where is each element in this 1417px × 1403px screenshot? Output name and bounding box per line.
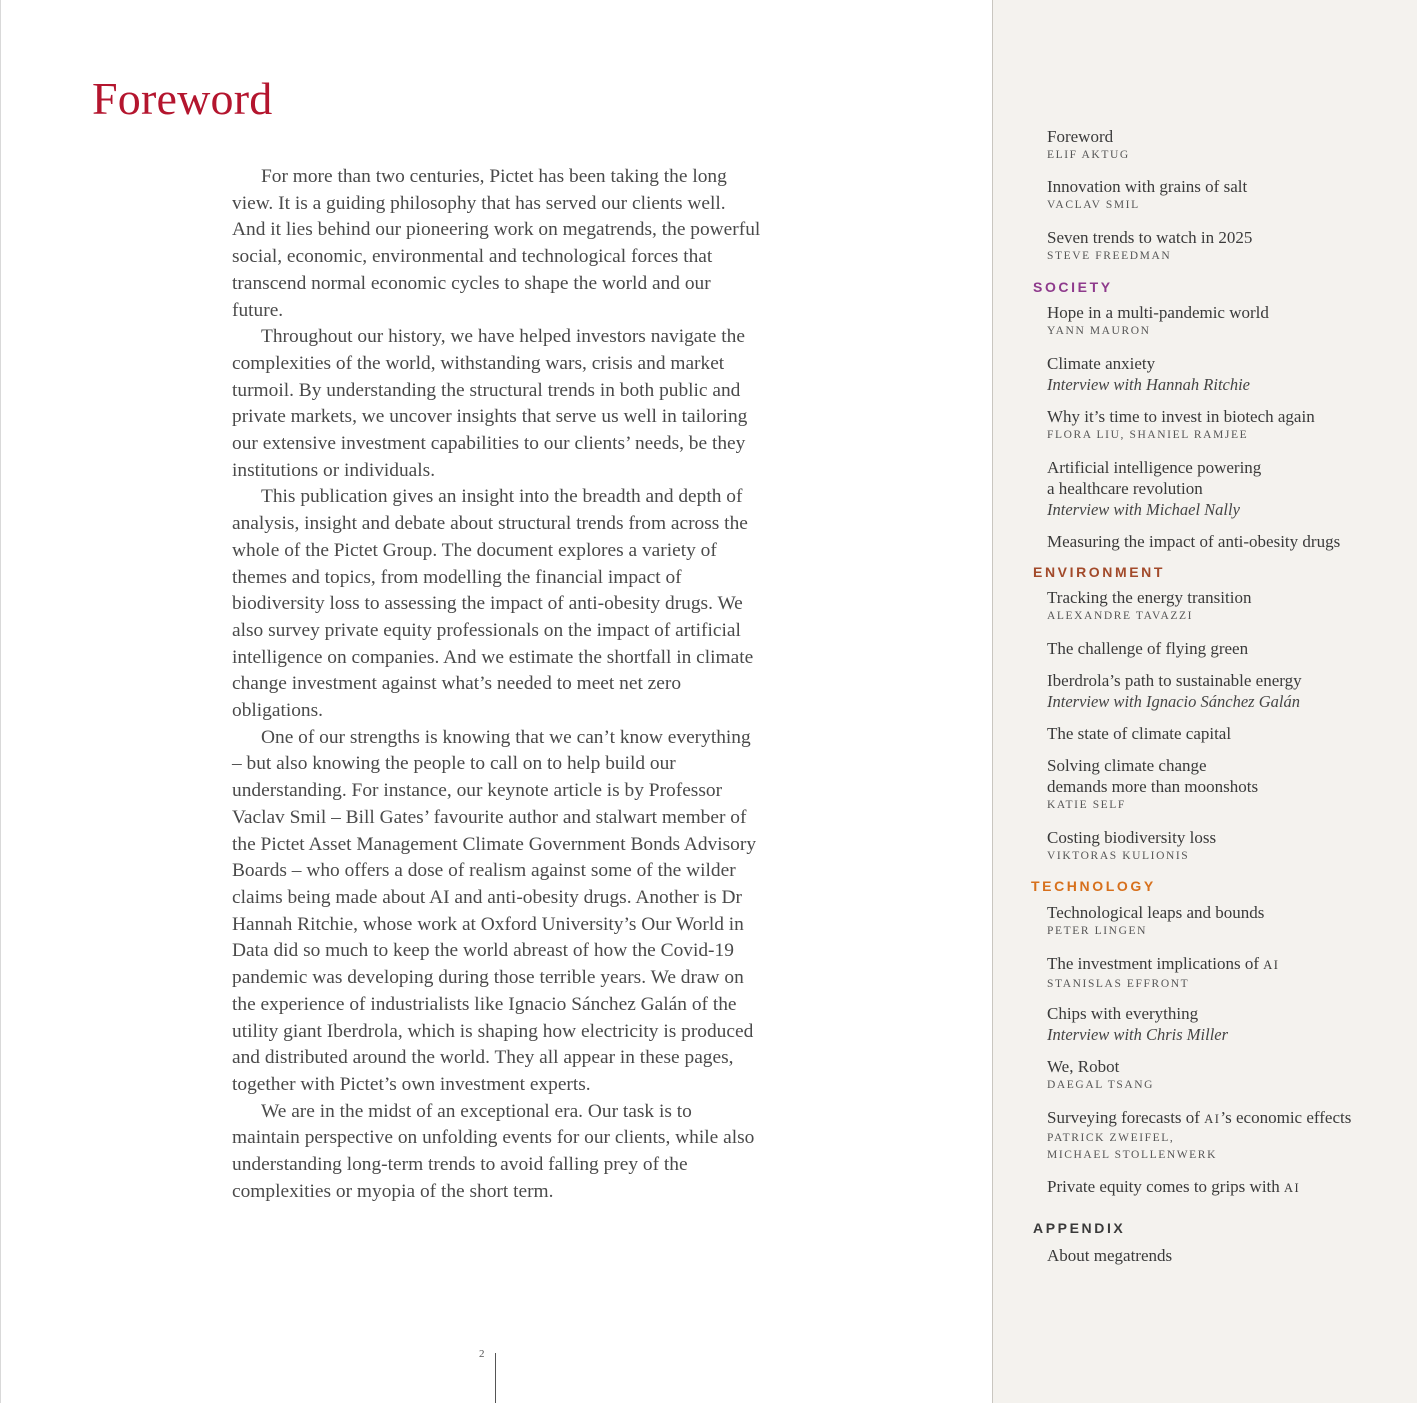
page-edge-rule: [0, 0, 1, 1403]
toc-item-ai-healthcare[interactable]: Artificial intelligence powering a healthcare revolution Interview with Michael Nally: [1047, 458, 1262, 519]
toc-item-climate-anxiety[interactable]: Climate anxiety Interview with Hannah Ritchie: [1047, 354, 1251, 394]
toc-item-seven-trends[interactable]: Seven trends to watch in 2025 STEVE FREEDMAN: [1047, 228, 1253, 262]
foreword-body: [232, 164, 762, 1205]
table-of-contents: [992, 0, 1417, 1403]
toc-item-about-megatrends[interactable]: About megatrends: [1047, 1246, 1173, 1265]
toc-item-climate-capital[interactable]: The state of climate capital: [1047, 724, 1232, 743]
toc-item-biodiversity[interactable]: Costing biodiversity loss VIKTORAS KULIONIS: [1047, 828, 1217, 862]
section-heading-society: SOCIETY: [1033, 279, 1113, 295]
page-title: Foreword: [92, 73, 273, 124]
toc-item-private-equity[interactable]: Private equity comes to grips with AI: [1047, 1177, 1301, 1196]
paragraph: For more than two centuries, Pictet has been taking the long view. It is a guiding philosophy that has served our clients well. And it lies behind our pioneering work on megatrends, the powerful social, economic, environmental and technological forces that transcend normal economic cycles to shape the world and our future.: [232, 166, 761, 321]
toc-item-anti-obesity[interactable]: Measuring the impact of anti-obesity drugs: [1047, 532, 1341, 551]
toc-item-energy-transition[interactable]: Tracking the energy transition ALEXANDRE TAVAZZI: [1047, 588, 1252, 622]
toc-item-chips[interactable]: Chips with everything Interview with Chris Miller: [1047, 1004, 1229, 1044]
section-heading-appendix: APPENDIX: [1033, 1220, 1126, 1236]
paragraph: One of our strengths is knowing that we can’t know everything – but also knowing the people to call on to help build our understanding. For instance, our keynote article is by Professor Vaclav Smil – Bill Gates’ favourite author and stalwart member of the Pictet Asset Management Climate Government Bonds Advisory Boards – who offers a dose of realism against some of the wilder claims being made about AI and anti-obesity drugs. Another is Dr Hannah Ritchie, whose work at Oxford University’s Our World in Data did so much to keep the world abreast of how the Covid-19 pandemic was developing during those terrible years. We draw on the experience of industrialists like Ignacio Sánchez Galán of the utility giant Iberdrola, which is shaping how electricity is produced and distributed around the world. They all appear in these pages, together with Pictet’s own investment experts.: [232, 726, 757, 1095]
page-number-rule: [495, 1353, 496, 1403]
toc-item-tech-leaps[interactable]: Technological leaps and bounds PETER LINGEN: [1047, 903, 1265, 937]
paragraph: Throughout our history, we have helped investors navigate the complexities of the world, withstanding wars, crisis and market turmoil. By understanding the structural trends in both public and private markets, we uncover insights that serve us well in tailoring our extensive investment capabilities to our clients’ needs, be they institutions or individuals.: [232, 326, 748, 481]
toc-item-foreword[interactable]: Foreword ELIF AKTUG: [1047, 127, 1130, 161]
toc-item-we-robot[interactable]: We, Robot DAEGAL TSANG: [1047, 1057, 1155, 1091]
section-heading-environment: ENVIRONMENT: [1033, 564, 1166, 580]
paragraph: We are in the midst of an exceptional era. Our task is to maintain perspective on unfolding events for our clients, while also understanding long-term trends to avoid falling prey of the complexities or myopia of the short term.: [232, 1100, 755, 1202]
page-number: 2: [479, 1348, 485, 1360]
toc-item-hope[interactable]: Hope in a multi-pandemic world YANN MAURON: [1047, 303, 1269, 337]
section-heading-technology: TECHNOLOGY: [1031, 878, 1156, 894]
toc-item-ai-forecasts[interactable]: Surveying forecasts of AI’s economic effects PATRICK ZWEIFEL, MICHAEL STOLLENWERK: [1047, 1108, 1352, 1161]
paragraph: This publication gives an insight into the breadth and depth of analysis, insight and debate about structural trends from across the whole of the Pictet Group. The document explores a variety of themes and topics, from modelling the financial impact of biodiversity loss to assessing the impact of anti-obesity drugs. We also survey private equity professionals on the impact of artificial intelligence on companies. And we estimate the shortfall in climate change investment against what’s needed to meet net zero obligations.: [232, 486, 754, 722]
toc-item-investment-ai[interactable]: The investment implications of AI STANISLAS EFFRONT: [1047, 954, 1280, 990]
toc-item-innovation[interactable]: Innovation with grains of salt VACLAV SMIL: [1047, 177, 1248, 211]
toc-item-iberdrola[interactable]: Iberdrola’s path to sustainable energy Interview with Ignacio Sánchez Galán: [1047, 671, 1302, 711]
toc-item-moonshots[interactable]: Solving climate change demands more than moonshots KATIE SELF: [1047, 756, 1259, 811]
toc-item-biotech[interactable]: Why it’s time to invest in biotech again FLORA LIU, SHANIEL RAMJEE: [1047, 407, 1315, 441]
toc-item-flying-green[interactable]: The challenge of flying green: [1047, 639, 1249, 658]
